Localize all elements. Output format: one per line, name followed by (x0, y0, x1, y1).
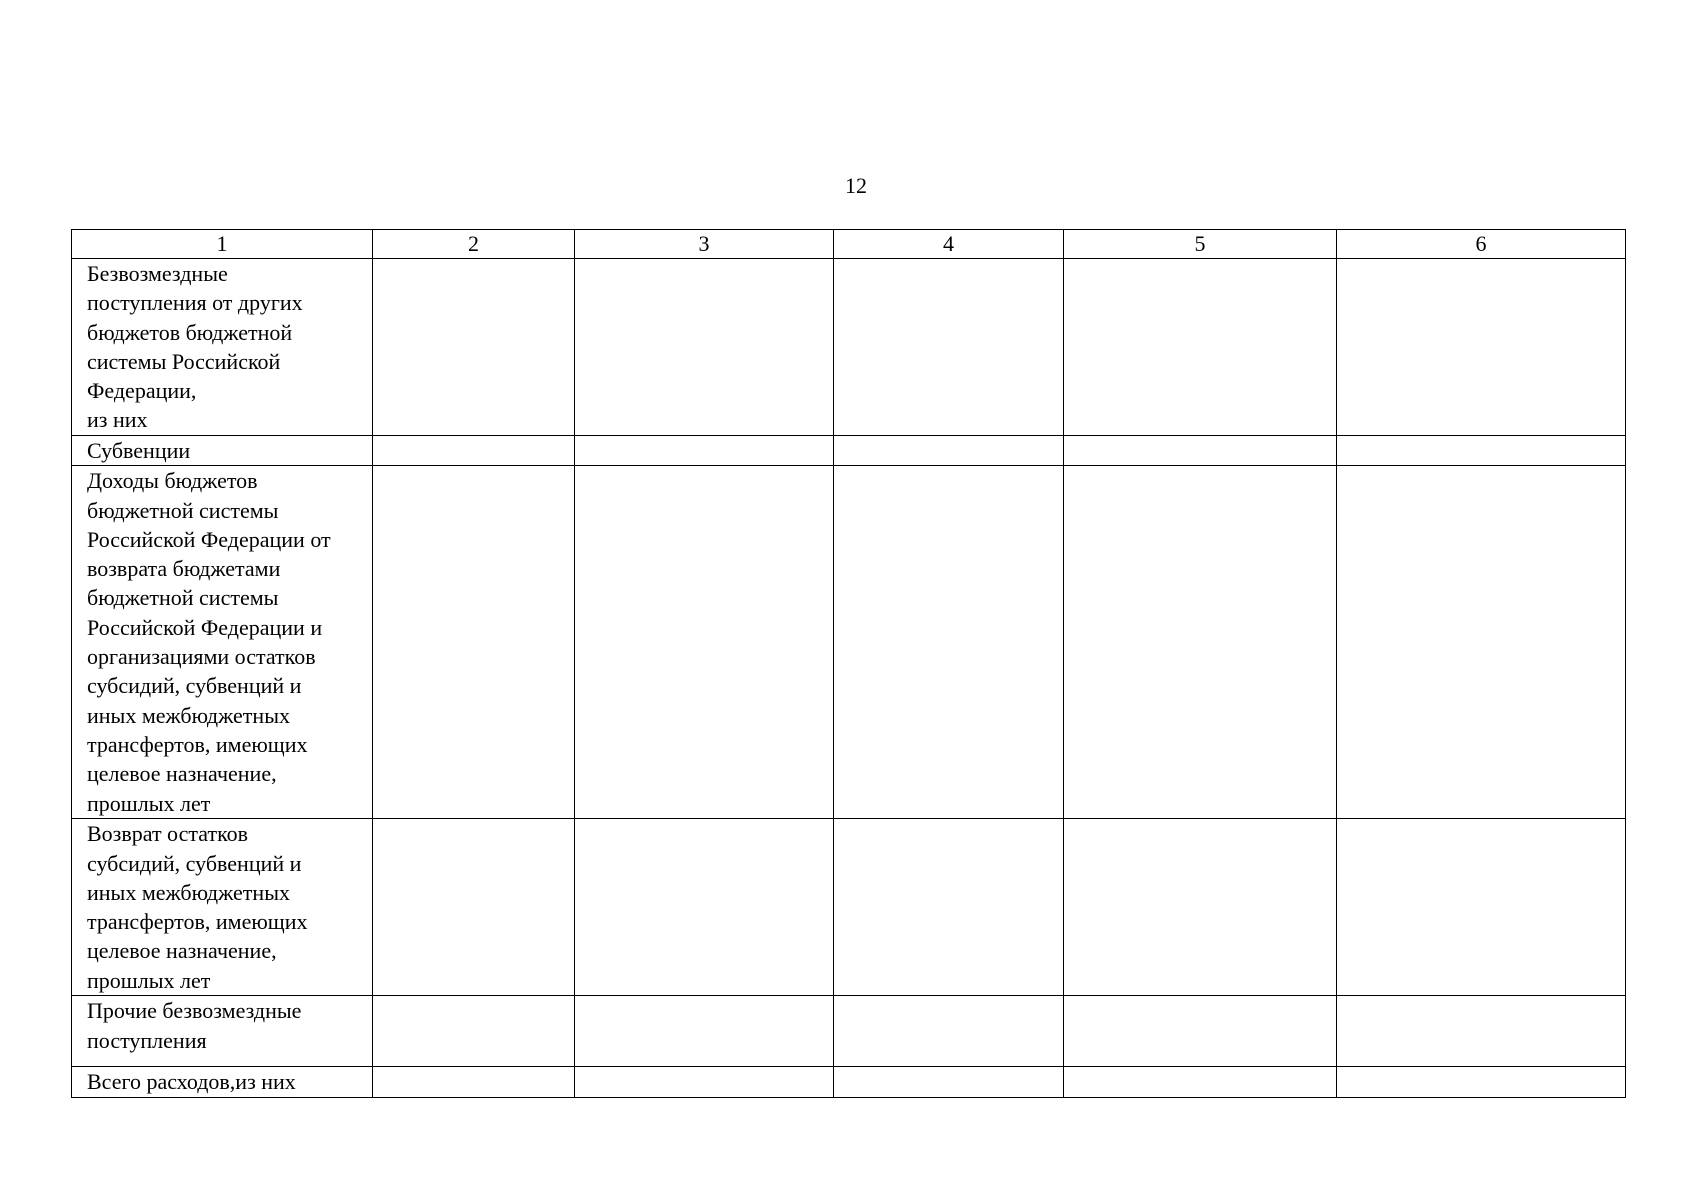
row-label-cell (72, 819, 373, 996)
table-cell (834, 436, 1064, 466)
table-cell (373, 996, 575, 1067)
table-cell (373, 436, 575, 466)
table-cell (1064, 996, 1337, 1067)
budget-table (71, 229, 1626, 1098)
table-cell (575, 996, 834, 1067)
row-label: Субвенции (87, 438, 191, 463)
row-label-cell (72, 436, 373, 466)
page-number: 12 (845, 173, 867, 198)
table-cell (834, 259, 1064, 436)
table-cell (575, 819, 834, 996)
table-cell (1337, 259, 1626, 436)
row-label-cell (72, 996, 373, 1067)
table-cell (834, 466, 1064, 819)
table-row (72, 1067, 1626, 1097)
column-header-5: 5 (1064, 230, 1337, 259)
table-row (72, 259, 1626, 436)
table-row (72, 819, 1626, 996)
column-number-row (72, 230, 1626, 259)
row-label-cell (72, 1067, 373, 1097)
table-cell (1337, 436, 1626, 466)
table-cell (1337, 996, 1626, 1067)
table-cell (575, 1067, 834, 1097)
table-cell (1064, 259, 1337, 436)
column-header-2: 2 (373, 230, 575, 259)
table-cell (834, 819, 1064, 996)
table-row (72, 436, 1626, 466)
row-label: Возврат остатков субсидий, субвенций и иных межбюджетных трансфертов, имеющих целевое назначение, прошлых лет (87, 821, 308, 993)
table-cell (373, 259, 575, 436)
table-cell (575, 436, 834, 466)
column-header-1: 1 (72, 230, 373, 259)
row-label-cell (72, 466, 373, 819)
table-cell (834, 1067, 1064, 1097)
table-cell (575, 259, 834, 436)
table-cell (1337, 819, 1626, 996)
table-row (72, 996, 1626, 1067)
table-cell (1064, 1067, 1337, 1097)
table-cell (1064, 819, 1337, 996)
table-cell (1337, 1067, 1626, 1097)
row-label: Прочие безвозмездные поступления (87, 998, 302, 1053)
table-cell (575, 466, 834, 819)
table-cell (834, 996, 1064, 1067)
table-row (72, 466, 1626, 819)
row-label: Доходы бюджетов бюджетной системы Российской Федерации от возврата бюджетами бюджетной системы Российской Федерации и организациями остатков субсидий, субвенций и иных межбюджетных трансфертов, имеющих целевое назначение, прошлых лет (87, 468, 331, 816)
row-label-cell (72, 259, 373, 436)
row-label: Всего расходов,из них (87, 1069, 296, 1095)
table-cell (1064, 436, 1337, 466)
table-cell (373, 819, 575, 996)
table-cell (373, 466, 575, 819)
column-header-6: 6 (1337, 230, 1626, 259)
column-header-4: 4 (834, 230, 1064, 259)
row-label: Безвозмездные поступления от других бюджетов бюджетной системы Российской Федерации, из них (87, 261, 303, 433)
column-header-3: 3 (575, 230, 834, 259)
table-cell (1064, 466, 1337, 819)
table-cell (373, 1067, 575, 1097)
table-cell (1337, 466, 1626, 819)
